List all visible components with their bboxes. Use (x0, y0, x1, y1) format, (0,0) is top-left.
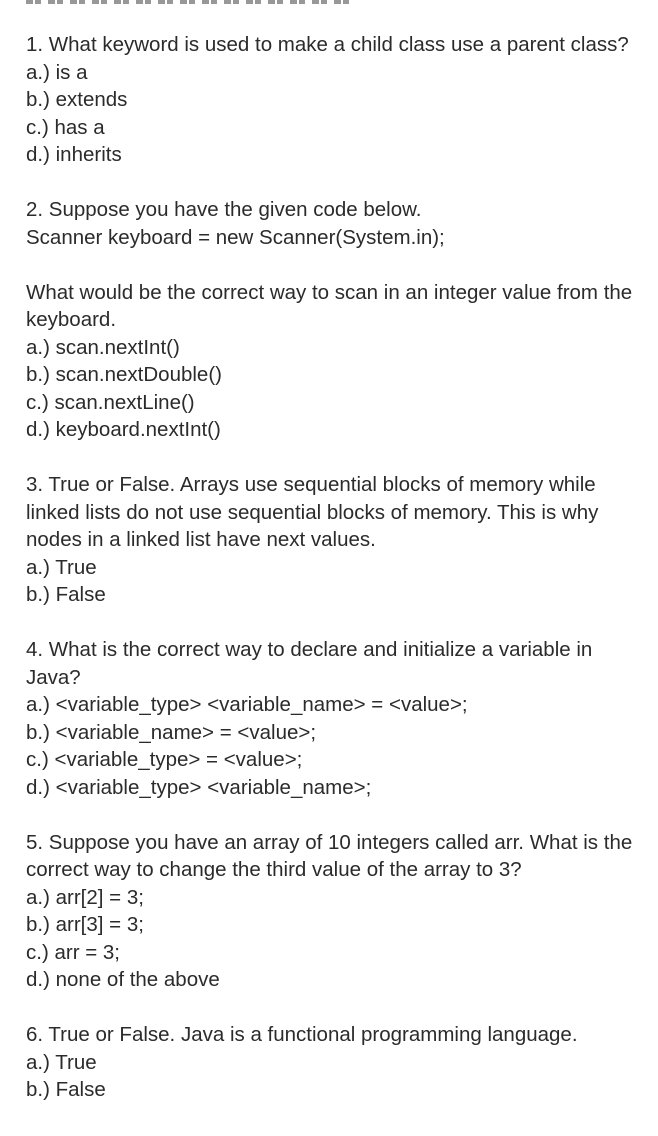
clipped-previous-text (26, 0, 626, 7)
answer-option[interactable]: a.) True (26, 1050, 97, 1074)
answer-option[interactable]: a.) is a (26, 60, 88, 84)
answer-option[interactable]: d.) <variable_type> <variable_name>; (26, 775, 372, 799)
question-5 (26, 829, 648, 994)
question-prompt: 2. Suppose you have the given code below. Scanner keyboard = new Scanner(System.in); (26, 198, 445, 249)
question-3 (26, 471, 648, 609)
answer-option[interactable]: d.) inherits (26, 143, 122, 166)
answer-option[interactable]: b.) <variable_name> = <value>; (26, 720, 317, 744)
answer-option[interactable]: a.) scan.nextInt() (26, 335, 180, 359)
answer-option[interactable]: b.) False (26, 583, 106, 606)
question-prompt: 6. True or False. Java is a functional programming language. (26, 1023, 578, 1046)
question-1 (26, 31, 648, 169)
answer-option[interactable]: a.) True (26, 555, 97, 579)
question-2 (26, 196, 648, 444)
answer-option[interactable]: b.) extends (26, 88, 128, 111)
question-6 (26, 1021, 648, 1104)
answer-options (26, 554, 648, 609)
answer-options (26, 1049, 648, 1104)
answer-option[interactable]: c.) <variable_type> = <value>; (26, 748, 303, 771)
answer-option[interactable]: b.) scan.nextDouble() (26, 363, 222, 386)
answer-options (26, 691, 648, 801)
question-4 (26, 636, 648, 801)
answer-option[interactable]: c.) scan.nextLine() (26, 390, 195, 414)
question-followup: What would be the correct way to scan in an integer value from the keyboard. (26, 280, 638, 331)
answer-option[interactable]: a.) arr[2] = 3; (26, 885, 144, 909)
answer-options (26, 884, 648, 994)
answer-options (26, 59, 648, 169)
question-prompt: 5. Suppose you have an array of 10 integers called arr. What is the correct way to change the third value of the array to 3? (26, 830, 638, 881)
answer-option[interactable]: d.) keyboard.nextInt() (26, 418, 221, 441)
answer-option[interactable]: c.) has a (26, 115, 105, 139)
answer-option[interactable]: b.) False (26, 1078, 106, 1101)
question-prompt: 4. What is the correct way to declare and initialize a variable in Java? (26, 638, 599, 689)
answer-option[interactable]: d.) none of the above (26, 968, 220, 991)
question-prompt: 1. What keyword is used to make a child class use a parent class? (26, 33, 629, 56)
quiz-content (26, 31, 648, 1131)
clipped-text-line (26, 0, 356, 4)
answer-option[interactable]: b.) arr[3] = 3; (26, 913, 144, 936)
answer-option[interactable]: c.) arr = 3; (26, 940, 120, 964)
answer-options (26, 334, 648, 444)
answer-option[interactable]: a.) <variable_type> <variable_name> = <value>; (26, 693, 468, 716)
question-prompt: 3. True or False. Arrays use sequential blocks of memory while linked lists do not use sequential blocks of memory. This is why nodes in a linked list have next values. (26, 473, 605, 551)
